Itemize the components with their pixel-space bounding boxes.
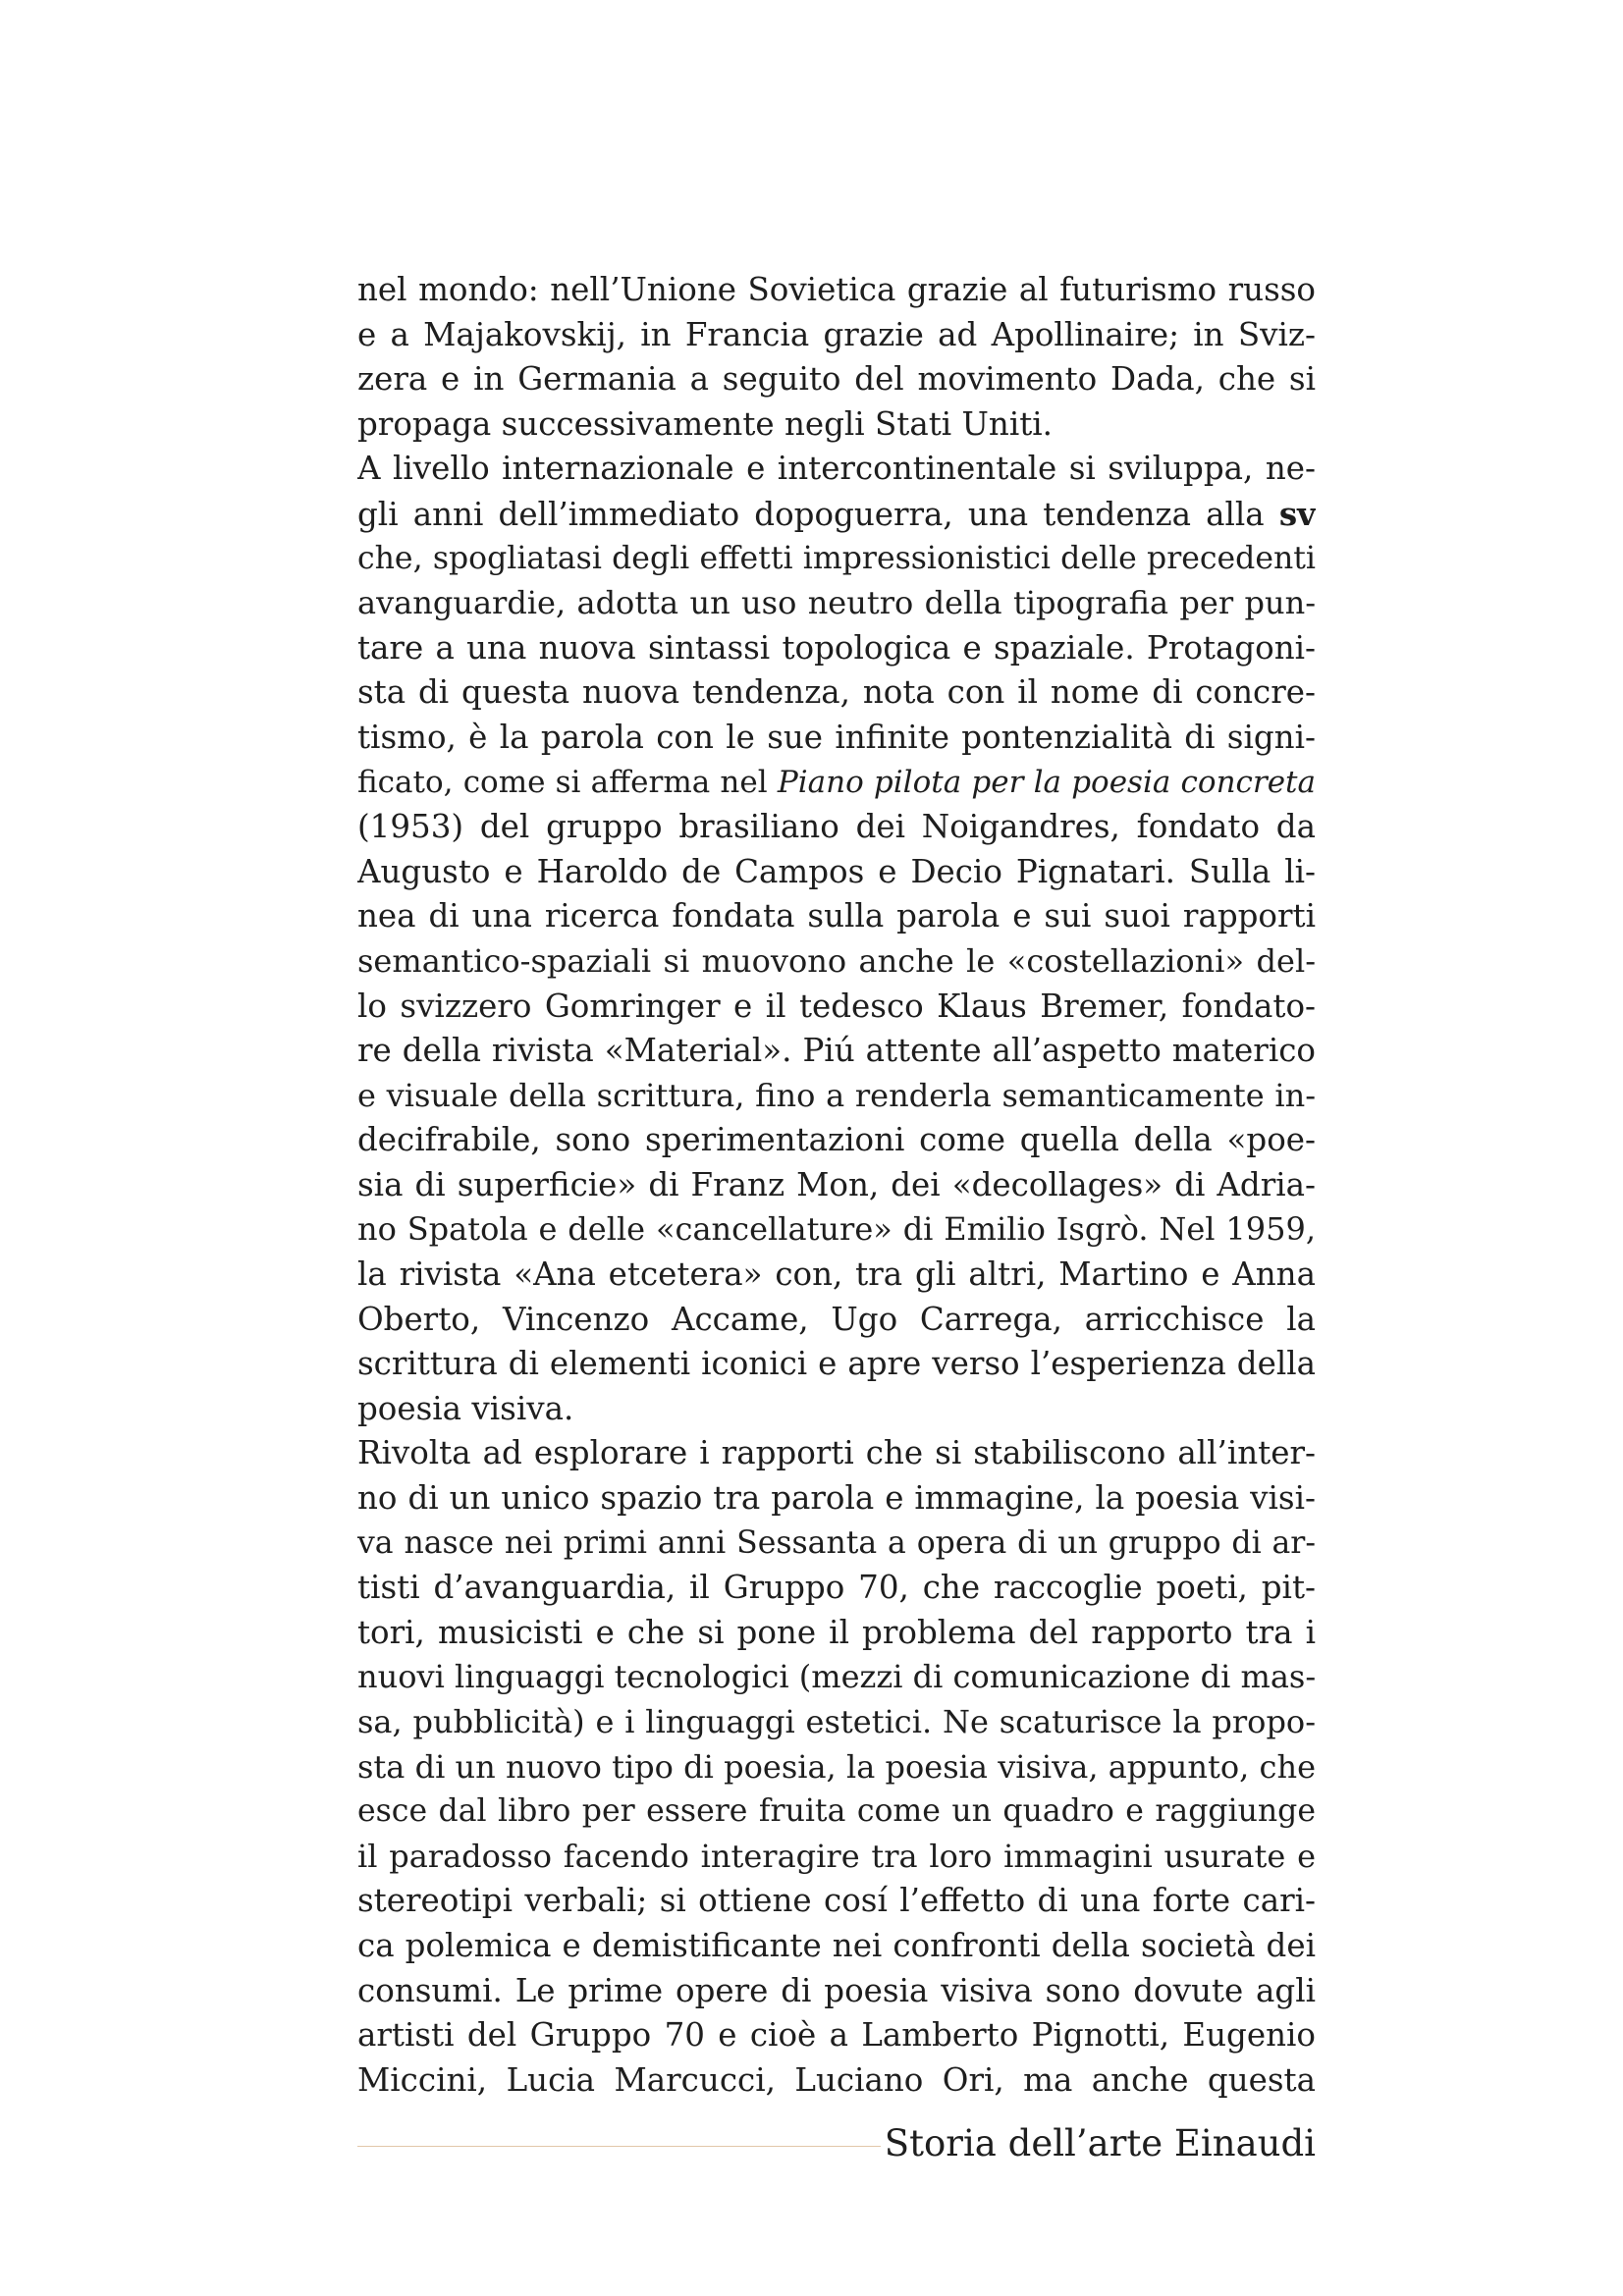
- paragraph: [357, 268, 1316, 447]
- text-line: decifrabile, sono sperimentazioni come quella della «poe-: [357, 1121, 1316, 1159]
- text-line: esce dal libro per essere fruita come un quadro e raggiunge: [357, 1793, 1316, 1830]
- text-line: A livello internazionale e intercontinentale si sviluppa, ne-: [357, 450, 1316, 488]
- text-line: no Spatola e delle «cancellature» di Emilio Isgrò. Nel 1959,: [357, 1210, 1316, 1249]
- text-line: Miccini, Lucia Marcucci, Luciano Ori, ma anche questa: [357, 2060, 1316, 2099]
- text-line: poesia visiva.: [357, 1389, 574, 1427]
- line-text: gli anni dell’immediato dopoguerra, una tendenza alla: [357, 495, 1279, 533]
- text-line: sta di un nuovo tipo di poesia, la poesia visiva, appunto, che: [357, 1747, 1316, 1786]
- text-line: va nasce nei primi anni Sessanta a opera di un gruppo di ar-: [357, 1524, 1316, 1561]
- text-line: il paradosso facendo interagire tra loro immagini usurate e: [357, 1837, 1316, 1875]
- text-line: nea di una ricerca fondata sulla parola e sui suoi rapporti: [357, 897, 1316, 935]
- paragraph: [357, 447, 1316, 1431]
- text-line: e a Majakovskij, in Francia grazie ad Apollinaire; in Sviz-: [357, 315, 1316, 353]
- text-line: che, spogliatasi degli effetti impressionistici delle precedenti: [357, 540, 1316, 576]
- text-line: zera e in Germania a seguito del movimento Dada, che si: [357, 360, 1316, 399]
- text-line: Augusto e Haroldo de Campos e Decio Pignatari. Sulla li-: [357, 852, 1316, 890]
- text-line: [357, 492, 1316, 537]
- text-line: stereotipi verbali; si ottiene cosí l’effetto di una forte cari-: [357, 1882, 1316, 1920]
- text-line: avanguardie, adotta un uso neutro della tipografia per pun-: [357, 584, 1316, 622]
- text-line: nuovi linguaggi tecnologici (mezzi di comunicazione di mas-: [357, 1658, 1316, 1696]
- bold-fragment: sv: [1278, 494, 1316, 533]
- text-line: ca polemica e demistificante nei confronti della società dei: [357, 1926, 1316, 1964]
- text-line: sia di superficie» di Franz Mon, dei «decollages» di Adria-: [357, 1165, 1316, 1203]
- text-line: e visuale della scrittura, fino a renderla semanticamente in-: [357, 1076, 1316, 1114]
- text-line: tismo, è la parola con le sue infinite pontenzialità di signi-: [357, 718, 1316, 756]
- footer-title: Storia dell’arte Einaudi: [884, 2122, 1316, 2164]
- text-line: no di un unico spazio tra parola e immagine, la poesia visi-: [357, 1479, 1316, 1518]
- text-line: sa, pubblicità) e i linguaggi estetici. Ne scaturisce la propo-: [357, 1703, 1316, 1740]
- text-line: la rivista «Ana etcetera» con, tra gli altri, Martino e Anna: [357, 1255, 1316, 1294]
- text-line: semantico-spaziali si muovono anche le «costellazioni» del-: [357, 941, 1316, 980]
- text-line: nel mondo: nell’Unione Sovietica grazie al futurismo russo: [357, 271, 1316, 308]
- body-text: [357, 268, 1316, 2103]
- text-line: scrittura di elementi iconici e apre verso l’esperienza della: [357, 1345, 1316, 1383]
- text-line: Rivolta ad esplorare i rapporti che si stabiliscono all’inter-: [357, 1434, 1316, 1472]
- text-line: (1953) del gruppo brasiliano dei Noigandres, fondato da: [357, 808, 1316, 846]
- paragraph: [357, 1431, 1316, 2103]
- text-line: sta di questa nuova tendenza, nota con il nome di concre-: [357, 673, 1316, 712]
- text-line: lo svizzero Gomringer e il tedesco Klaus Bremer, fondato-: [357, 987, 1316, 1025]
- text-line: artisti del Gruppo 70 e cioè a Lamberto Pignotti, Eugenio: [357, 2016, 1316, 2055]
- text-line: tori, musicisti e che si pone il problema del rapporto tra i: [357, 1613, 1316, 1651]
- text-line: [357, 761, 1316, 806]
- text-line: consumi. Le prime opere di poesia visiva sono dovute agli: [357, 1971, 1316, 2009]
- text-line: tare a una nuova sintassi topologica e spaziale. Protagoni-: [357, 628, 1316, 667]
- text-line: Oberto, Vincenzo Accame, Ugo Carrega, arricchisce la: [357, 1300, 1316, 1338]
- footer-rule: [357, 2146, 881, 2147]
- italic-title: Piano pilota per la poesia concreta: [777, 764, 1316, 800]
- text-line: re della rivista «Material». Piú attente all’aspetto materico: [357, 1032, 1316, 1070]
- text-line: tisti d’avanguardia, il Gruppo 70, che raccoglie poeti, pit-: [357, 1569, 1316, 1607]
- line-text: ficato, come si afferma nel: [357, 764, 778, 800]
- text-line: propaga successivamente negli Stati Uniti.: [357, 404, 1054, 443]
